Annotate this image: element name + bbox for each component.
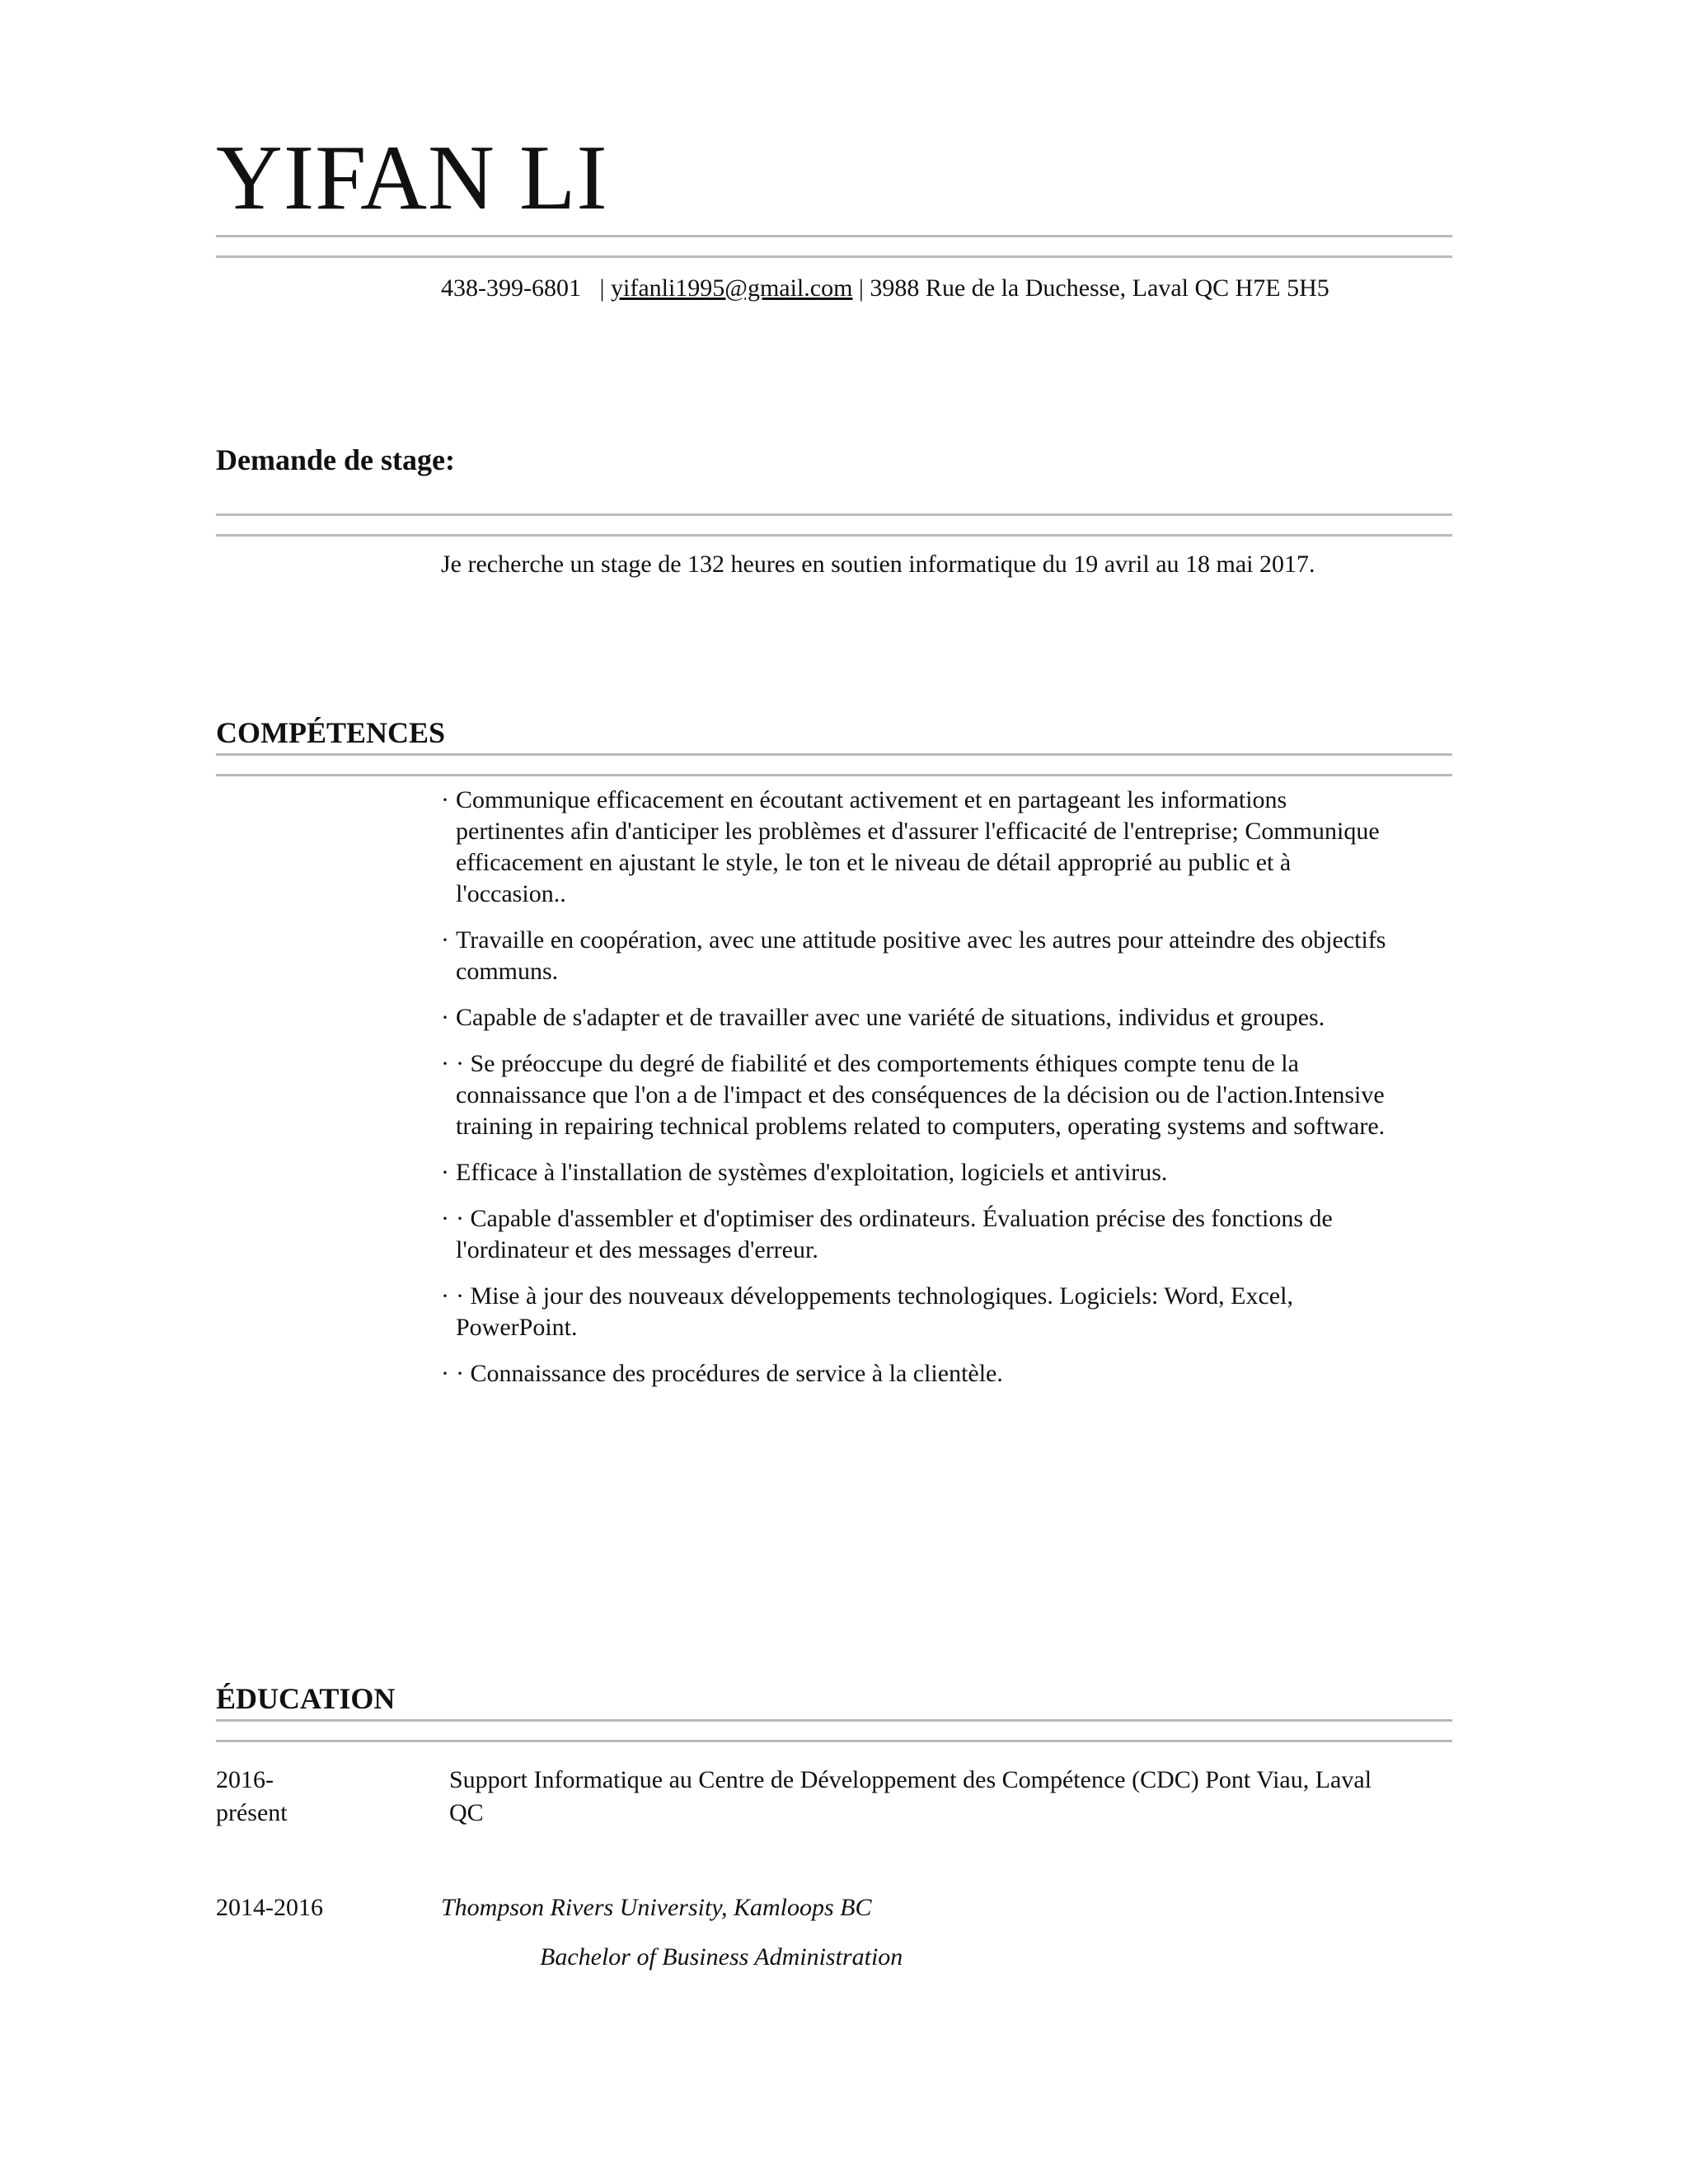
bullet-icon: · [441,1050,449,1077]
phone-number: 438-399-6801 [441,274,581,302]
skill-item [441,1048,1389,1142]
skill-text: Travaille en coopération, avec une attitude positive avec les autres pour atteindre des objectifs communs. [456,926,1386,985]
skills-heading: COMPÉTENCES [216,716,446,749]
bullet-icon: · [441,1360,449,1387]
education-divider-bottom [216,1740,1452,1742]
education-school: Thompson Rivers University, Kamloops BC [441,1894,872,1921]
skill-text: Efficace à l'installation de systèmes d'exploitation, logiciels et antivirus. [456,1159,1168,1186]
header-divider-top [216,235,1452,237]
skill-text: · Capable d'assembler et d'optimiser des ordinateurs. Évaluation précise des fonctions de l'ordinateur et des messages d'erreur. [456,1205,1333,1263]
email-link[interactable]: yifanli1995@gmail.com [611,274,853,302]
skill-text: Communique efficacement en écoutant activement et en partageant les informations pertinentes afin d'anticiper les problèmes et d'assurer l'efficacité de l'entreprise; Communique efficacement en ajustant le style, le ton et le niveau de détail approprié au public et à l'occasion.. [456,786,1380,907]
skill-item [441,925,1389,987]
skill-item [441,1281,1389,1343]
education-heading: ÉDUCATION [216,1682,396,1715]
skill-text: · Se préoccupe du degré de fiabilité et des comportements éthiques compte tenu de la connaissance que l'on a de l'impact et des conséquences de la décision ou de l'action.Intensive training in repairing technical problems related to computers, operating systems and software. [456,1050,1386,1140]
education-divider-top [216,1719,1452,1722]
contact-separator: | [599,274,611,302]
address: | 3988 Rue de la Duchesse, Laval QC H7E 5H5 [858,274,1329,302]
skill-item [441,1358,1389,1390]
skills-divider-top [216,753,1452,756]
skills-list [441,785,1389,1404]
objective-text: Je recherche un stage de 132 heures en soutien informatique du 19 avril au 18 mai 2017. [441,551,1315,578]
bullet-icon: · [441,926,449,954]
objective-heading: Demande de stage: [216,443,455,476]
header-divider-bottom [216,255,1452,258]
education-date-start: 2016- [216,1766,274,1793]
skill-item [441,1002,1389,1033]
bullet-icon: · [441,1004,449,1031]
skill-text: · Mise à jour des nouveaux développements technologiques. Logiciels: Word, Excel, PowerPoint. [456,1282,1293,1341]
objective-divider-top [216,513,1452,516]
bullet-icon: · [441,1205,449,1232]
bullet-icon: · [441,1282,449,1310]
skill-text: Capable de s'adapter et de travailler avec une variété de situations, individus et groupes. [456,1004,1325,1031]
objective-divider-bottom [216,534,1452,537]
skill-item [441,785,1389,910]
candidate-name: YIFAN LI [216,127,608,229]
contact-info [441,272,1397,305]
education-date-end: présent [216,1799,288,1826]
education-date: 2014-2016 [216,1894,323,1921]
skill-item [441,1203,1389,1266]
skill-text: · Connaissance des procédures de service à la clientèle. [456,1360,1003,1387]
skills-divider-bottom [216,774,1452,776]
education-program: Support Informatique au Centre de Développement des Compétence (CDC) Pont Viau, Laval QC [449,1766,1372,1826]
skill-item [441,1157,1389,1188]
education-date [216,1764,381,1830]
bullet-icon: · [441,786,449,813]
education-degree: Bachelor of Business Administration [540,1943,903,1971]
bullet-icon: · [441,1159,449,1186]
